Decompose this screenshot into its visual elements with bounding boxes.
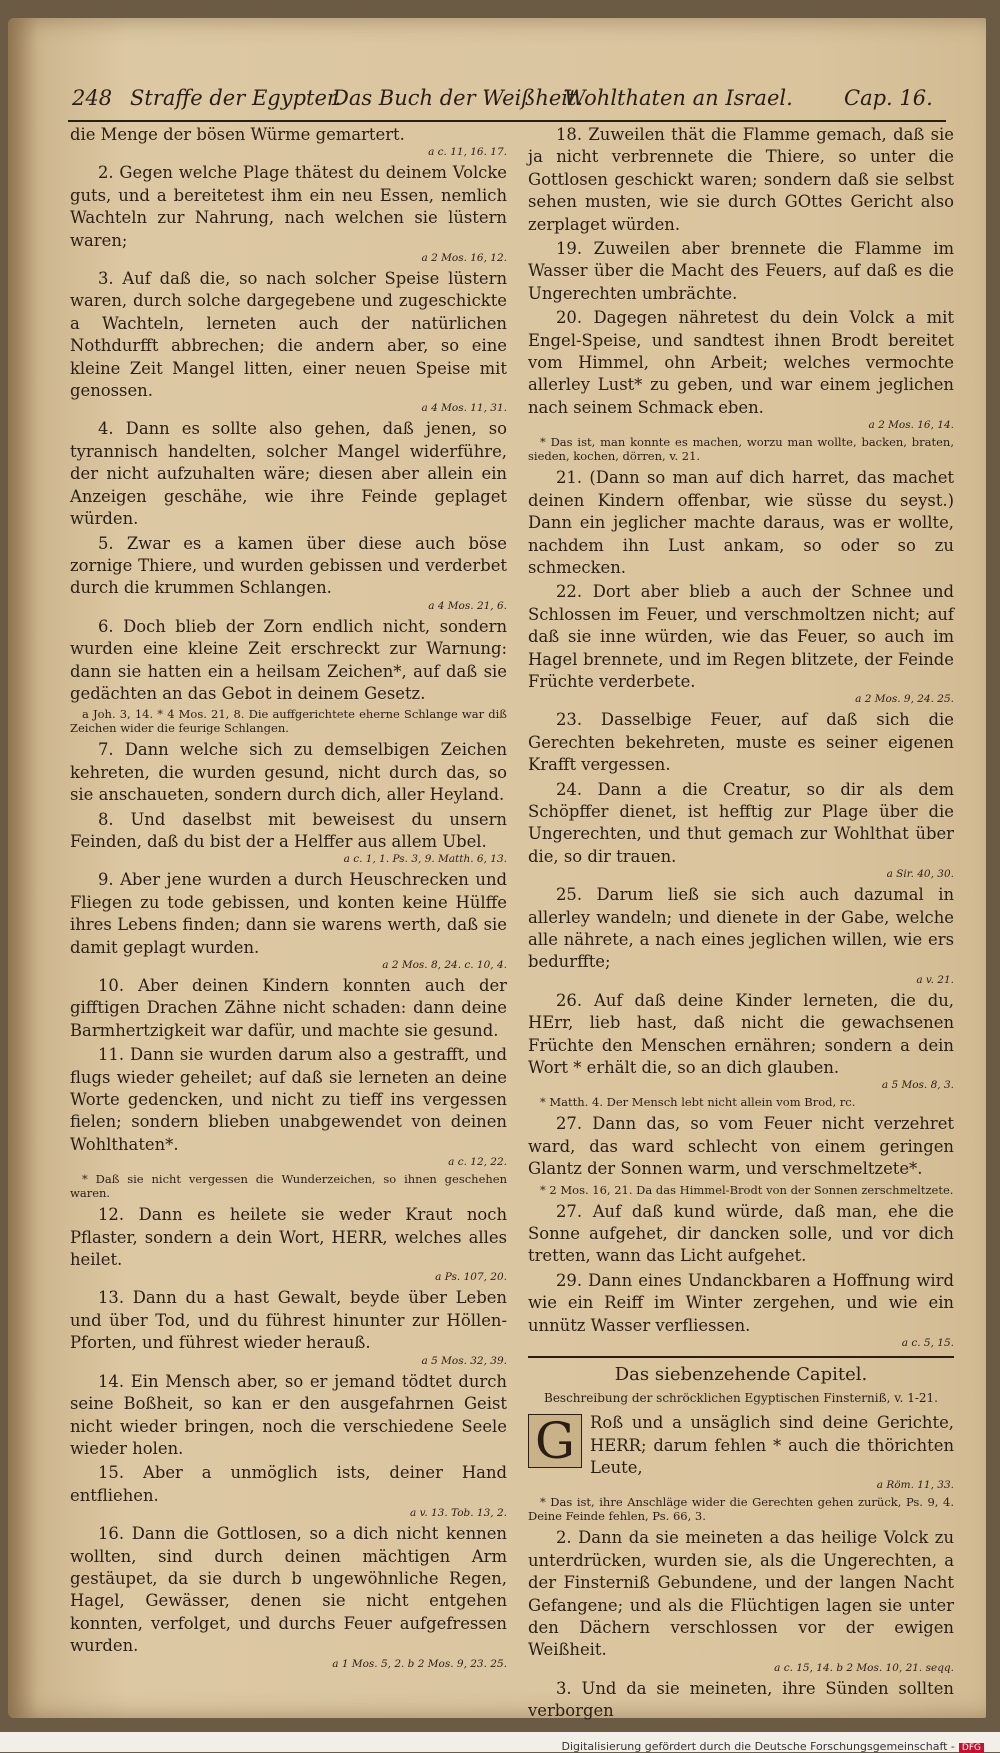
verse: 18. Zuweilen thät die Flamme gemach, daß sie ja nicht verbrennete die Thiere, so unter die Gottlosen geschickt waren; sondern daß sie selbst sehen musten, wie sie durch GOttes Gericht also zerplaget würden.	[528, 125, 954, 234]
decorated-initial: G	[528, 1414, 582, 1468]
footnote: * Matth. 4. Der Mensch lebt nicht allein vom Brod, rc.	[540, 1095, 856, 1110]
verse: 14. Ein Mensch aber, so er jemand tödtet durch seine Boßheit, so kan er den ausgefahrnen Geist nicht wieder bringen, noch die verschiedene Seele wieder holen.	[70, 1371, 507, 1458]
cross-reference: a v. 13. Tob. 13, 2.	[410, 1507, 507, 1520]
verse: 7. Dann welche sich zu demselbigen Zeichen kehreten, die wurden gesund, nicht durch das, so sie anschaueten, sondern durch dich, aller Heyland.	[70, 740, 507, 805]
running-header	[72, 80, 952, 120]
cross-reference: a Ps. 107, 20.	[435, 1271, 507, 1284]
verse: 2. Dann da sie meineten a das heilige Volck zu unterdrücken, wurden sie, als die Ungerechten, a der Finsterniß Gebundene, und der langen Nacht Gefangene; und als die Flüchtigen lagen sie unter den Dächern verschlossen vor der ewigen Weißheit.	[528, 1528, 954, 1660]
cross-reference: a v. 21.	[916, 973, 954, 986]
first-verse-ref: a Röm. 11, 33.	[876, 1479, 954, 1492]
footnote: a Joh. 3, 14. * 4 Mos. 21, 8. Die auffgerichtete eherne Schlange war diß Zeichen wider die feurige Schlangen.	[70, 707, 507, 736]
right-column	[528, 124, 954, 1725]
cross-reference: a 2 Mos. 16, 14.	[868, 419, 954, 432]
cross-reference: a c. 11, 16. 17.	[428, 146, 507, 159]
cross-reference: a c. 15, 14. b 2 Mos. 10, 21. seqq.	[774, 1661, 954, 1674]
book-page	[8, 18, 986, 1721]
chapter-title: Das siebenzehende Capitel.	[614, 1364, 868, 1386]
cross-reference: a 4 Mos. 21, 6.	[428, 599, 507, 612]
cross-reference: a 2 Mos. 16, 12.	[421, 252, 507, 265]
cross-reference: a 5 Mos. 32, 39.	[421, 1354, 507, 1367]
verse: 24. Dann a die Creatur, so dir als dem Schöpffer dienet, ist hefftig zur Plage über die Ungerechten, und thut gemach zur Wohlthat über die, so dir trauen.	[528, 779, 954, 866]
verse: 21. (Dann so man auf dich harret, das machet deinen Kindern offenbar, wie süsse du seyst.) Dann ein jeglicher machte daraus, was er wollte, nachdem ihn Lust ankam, so oder so zu schmecken.	[528, 468, 954, 577]
footnote: * 2 Mos. 16, 21. Da das Himmel-Brodt von der Sonnen zerschmeltzete.	[540, 1182, 954, 1197]
cross-reference: a 2 Mos. 9, 24. 25.	[855, 693, 954, 706]
verse: 20. Dagegen nähretest du dein Volck a mit Engel-Speise, und sandtest ihnen Brodt bereitet vom Himmel, ohn Arbeit; welches vermochte allerley Lust* zu geben, und war einem jeglichen nach seinem Schmack eben.	[528, 308, 954, 417]
verse: 4. Dann es sollte also gehen, daß jenen, so tyrannisch handelten, solcher Mangel widerführe, der nicht aufzuhalten wäre; diesen aber allein ein Anzeigen geschähe, wie ihre Feinde geplaget würden.	[70, 419, 507, 529]
chapter-divider	[528, 1356, 954, 1358]
verse: 6. Doch blieb der Zorn endlich nicht, sondern wurden eine kleine Zeit erschreckt zur Warnung: dann sie hatten ein a heilsam Zeichen*, auf daß sie gedächten an das Gebot in deinem Gesetz.	[70, 616, 507, 703]
verse: 23. Dasselbige Feuer, auf daß sich die Gerechten bekehreten, muste es seiner eigenen Krafft vergessen.	[528, 710, 954, 775]
verse: 2. Gegen welche Plage thätest du deinem Volcke guts, und a bereitetest ihm ein neu Essen, nemlich Wachteln zur Nahrung, nach welchen sie lüstern waren;	[70, 163, 507, 250]
first-verse: Roß und a unsäglich sind deine Gerichte, HERR; darum fehlen * auch die thörichten Leute,	[590, 1413, 954, 1477]
verse: 8. Und daselbst mit beweisest du unsern Feinden, daß du bist der a Helffer aus allem Ubel.	[70, 809, 507, 851]
verse: 5. Zwar es a kamen über diese auch böse zornige Thiere, und wurden gebissen und verderbet durch die krummen Schlangen.	[70, 533, 507, 598]
verse: 3. Und da sie meineten, ihre Sünden sollten verborgen	[528, 1678, 954, 1721]
right-column-verses	[528, 124, 954, 1350]
chapter-opening	[528, 1412, 954, 1523]
cross-reference: a c. 12, 22.	[448, 1156, 507, 1169]
verse: 19. Zuweilen aber brennete die Flamme im Wasser über die Macht des Feuers, auf daß es die Ungerechten umbrächte.	[528, 239, 954, 303]
digitization-footer	[0, 1732, 1000, 1752]
verse: 11. Dann sie wurden darum also a gestrafft, und flugs wieder geheilet; auf daß sie lerneten an deine Worte gedencken, und nicht zu tieff ins vergessen fielen; sondern blieben unabgewendet von deinen Wohlthaten*.	[70, 1045, 507, 1154]
cross-reference: a 2 Mos. 8, 24. c. 10, 4.	[382, 959, 507, 971]
right-running-title: Wohlthaten an Israel.	[564, 86, 793, 110]
verse: 29. Dann eines Undanckbaren a Hoffnung wird wie ein Reiff im Winter zergehen, und wie ein unnütz Wasser verfliessen.	[528, 1270, 954, 1335]
verse: 15. Aber a unmöglich ists, deiner Hand entfliehen.	[70, 1463, 507, 1505]
center-running-title: Das Buch der Weißheit.	[332, 86, 584, 110]
cross-reference: a 5 Mos. 8, 3.	[881, 1079, 954, 1092]
dfg-badge: DFG	[959, 1743, 984, 1753]
verse: 13. Dann du a hast Gewalt, beyde über Leben und über Tod, und du führest hinunter zur Höllen-Pforten, und führest wieder herauß.	[70, 1288, 507, 1353]
verse: 12. Dann es heilete sie weder Kraut noch Pflaster, sondern a dein Wort, HERR, welches alles heilet.	[70, 1205, 507, 1270]
verse: 16. Dann die Gottlosen, so a dich nicht kennen wollten, sind durch deinen mächtigen Arm gestäupet, da sie durch b ungewöhnliche Regen, Hagel, Gewässer, denen sie nicht entgehen konnten, verfolget, und durchs Feuer aufgefressen wurden.	[70, 1524, 507, 1656]
verse: 10. Aber deinen Kindern konnten auch der gifftigen Drachen Zähne nicht schaden: dann deine Barmhertzigkeit war dafür, und machte sie gesund.	[70, 976, 507, 1040]
footnote: * Das ist, man konnte es machen, worzu man wollte, backen, braten, sieden, kochen, dörren, v. 21.	[528, 435, 954, 464]
left-running-title: Straffe der Egypter.	[130, 86, 342, 110]
cross-reference: a c. 1, 1. Ps. 3, 9. Matth. 6, 13.	[343, 853, 507, 866]
text-line: die Menge der bösen Würme gemartert.	[70, 125, 405, 144]
cross-reference: a 1 Mos. 5, 2. b 2 Mos. 9, 23. 25.	[332, 1657, 507, 1670]
cross-reference: a Sir. 40, 30.	[886, 868, 954, 881]
page-number: 248	[72, 86, 113, 110]
chapter-number: Cap. 16.	[844, 86, 933, 110]
header-rule	[68, 120, 946, 122]
verse: 26. Auf daß deine Kinder lerneten, die du, HErr, lieb hast, daß nicht die gewachsenen Früchte den Menschen ernähren; sondern a dein Wort * erhält die, so an dich glauben.	[528, 990, 954, 1078]
verse: 9. Aber jene wurden a durch Heuschrecken und Fliegen zu tode gebissen, und konten keine Hülffe ihres Lebens finden; dann sie warens werth, daß sie damit geplagt wurden.	[70, 870, 507, 957]
verse: 3. Auf daß die, so nach solcher Speise lüstern waren, durch solche dargegebene und zugeschickte a Wachteln, lerneten auch der natürlichen Nothdurfft abbrechen; die andern aber, so eine kleine Zeit Mangel litten, einer neuen Speise mit genossen.	[70, 269, 507, 401]
chapter17-verses	[528, 1527, 954, 1722]
verse: 22. Dort aber blieb a auch der Schnee und Schlossen im Feuer, und verschmoltzen nicht; auf daß sie inne würden, wie das Feuer, so auch im Hagel brennete, und im Regen blitzete, der Feinde Früchte verderbete.	[528, 582, 954, 691]
verse: 27. Dann das, so vom Feuer nicht verzehret ward, das ward schlecht von einem geringen Glantz der Sonnen warm, und verschmeltzete*.	[528, 1114, 954, 1179]
cross-reference: a c. 5, 15.	[901, 1337, 954, 1350]
first-verse-note: * Das ist, ihre Anschläge wider die Gerechten gehen zurück, Ps. 9, 4. Deine Feinde fehlen, Ps. 66, 3.	[528, 1495, 954, 1524]
verse: 27. Auf daß kund würde, daß man, ehe die Sonne aufgehet, dir dancken solle, und vor dich tretten, wann das Licht aufgehet.	[528, 1201, 954, 1266]
footer-text: Digitalisierung gefördert durch die Deutsche Forschungsgemeinschaft -	[561, 1740, 955, 1753]
chapter-summary: Beschreibung der schröcklichen Egyptischen Finsterniß, v. 1-21.	[544, 1391, 938, 1406]
left-column	[70, 124, 507, 1674]
footnote: * Daß sie nicht vergessen die Wunderzeichen, so ihnen geschehen waren.	[70, 1172, 507, 1201]
verse: 25. Darum ließ sie sich auch dazumal in allerley wandeln; und dienete in der Gabe, welche alle nährete, a nach eines jeglichen willen, wie ers bedurffte;	[528, 885, 954, 972]
cross-reference: a 4 Mos. 11, 31.	[421, 402, 507, 415]
